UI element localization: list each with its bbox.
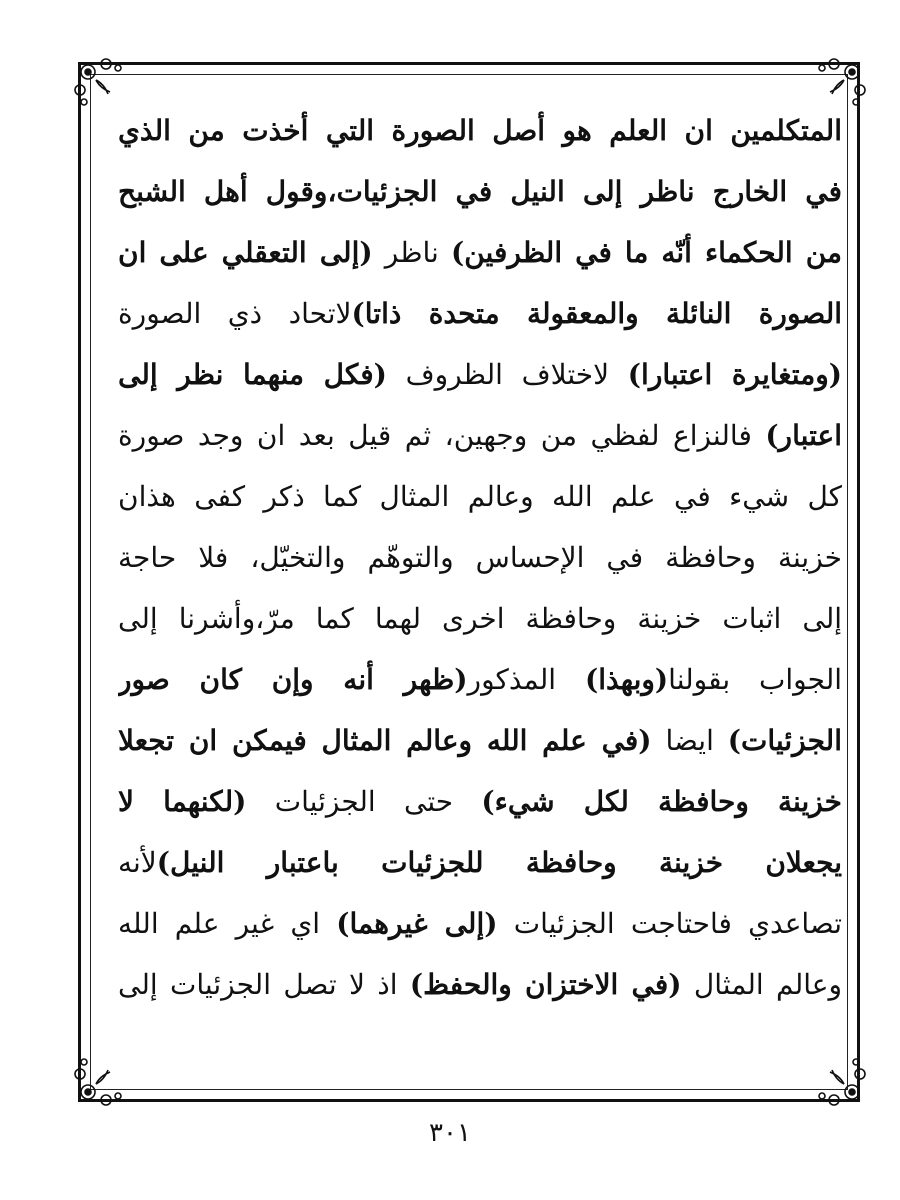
text-segment: وعالم المثال bbox=[681, 968, 842, 1001]
text-line bbox=[118, 161, 842, 222]
bold-text-segment: (وبهذا) bbox=[584, 663, 669, 696]
text-line bbox=[118, 771, 842, 832]
text-line bbox=[118, 832, 842, 893]
text-segment: الجواب بقولنا bbox=[668, 663, 842, 696]
text-segment: اذ لا تصل الجزئيات إلى bbox=[118, 968, 410, 1001]
text-line bbox=[118, 527, 842, 588]
bold-text-segment: يجعلان خزينة وحافظة للجزئيات باعتبار النيل) bbox=[156, 846, 842, 879]
text-line bbox=[118, 100, 842, 161]
bold-text-segment: (إلى التعقلي على ان bbox=[118, 236, 373, 269]
text-line bbox=[118, 954, 842, 1015]
bold-text-segment: (ظهر أنه وإن كان صور bbox=[118, 663, 468, 696]
text-line bbox=[118, 222, 842, 283]
text-segment: فالنزاع لفظي من وجهين، ثم قيل بعد ان وجد صورة bbox=[118, 419, 766, 452]
text-segment: لأنه bbox=[118, 846, 157, 879]
bold-text-segment: وقول أهل الشبح bbox=[118, 175, 328, 208]
text-segment: كل شيء في علم الله وعالم المثال كما ذكر كفى هذان bbox=[118, 480, 842, 513]
text-line bbox=[118, 893, 842, 954]
bold-text-segment: (في الاختزان والحفظ) bbox=[409, 968, 682, 1001]
text-line bbox=[118, 710, 842, 771]
bold-text-segment: (في علم الله وعالم المثال فيمكن ان تجعلا bbox=[118, 724, 652, 757]
text-line bbox=[118, 283, 842, 344]
text-segment: المذكور bbox=[467, 663, 585, 696]
bold-text-segment: خزينة وحافظة لكل شيء) bbox=[481, 785, 842, 818]
text-segment: لاختلاف الظروف bbox=[386, 358, 628, 391]
bold-text-segment: الجزئيات) bbox=[727, 724, 842, 757]
text-line bbox=[118, 466, 842, 527]
bold-text-segment: اعتبار) bbox=[765, 419, 842, 452]
text-segment: تصاعدي فاحتاجت الجزئيات bbox=[497, 907, 842, 940]
text-segment: لاتحاد ذي الصورة bbox=[118, 297, 352, 330]
text-line bbox=[118, 588, 842, 649]
bold-text-segment: الصورة النائلة والمعقولة متحدة ذاتا) bbox=[351, 297, 842, 330]
corner-ornament-icon bbox=[808, 1048, 870, 1110]
text-line bbox=[118, 405, 842, 466]
text-segment: حتى الجزئيات bbox=[246, 785, 482, 818]
page-number: ٣٠١ bbox=[429, 1118, 471, 1148]
text-segment: إلى اثبات خزينة وحافظة اخرى لهما كما مرّ،وأشرنا إلى bbox=[118, 602, 842, 635]
text-segment: ناظر bbox=[372, 236, 451, 269]
text-line bbox=[118, 344, 842, 405]
text-segment: خزينة وحافظة في الإحساس والتوهّم والتخيّل، فلا حاجة bbox=[118, 541, 842, 574]
bold-text-segment: (لكنهما لا bbox=[118, 785, 247, 818]
bold-text-segment: (إلى غيرهما) bbox=[336, 907, 498, 940]
text-segment: ايضا bbox=[651, 724, 728, 757]
bold-text-segment: (ومتغايرة اعتبارا) bbox=[627, 358, 842, 391]
bold-text-segment: من الحكماء أنّه ما في الظرفين) bbox=[450, 236, 842, 269]
corner-ornament-icon bbox=[70, 1048, 132, 1110]
bold-text-segment: المتكلمين ان العلم هو أصل الصورة التي أخذت من الذي bbox=[118, 114, 842, 147]
body-text bbox=[118, 100, 842, 1015]
text-line bbox=[118, 649, 842, 710]
bold-text-segment: (فكل منهما نظر إلى bbox=[118, 358, 387, 391]
bold-text-segment: في الخارج ناظر إلى النيل في الجزئيات، bbox=[327, 175, 842, 208]
text-segment: اي غير علم الله bbox=[118, 907, 337, 940]
